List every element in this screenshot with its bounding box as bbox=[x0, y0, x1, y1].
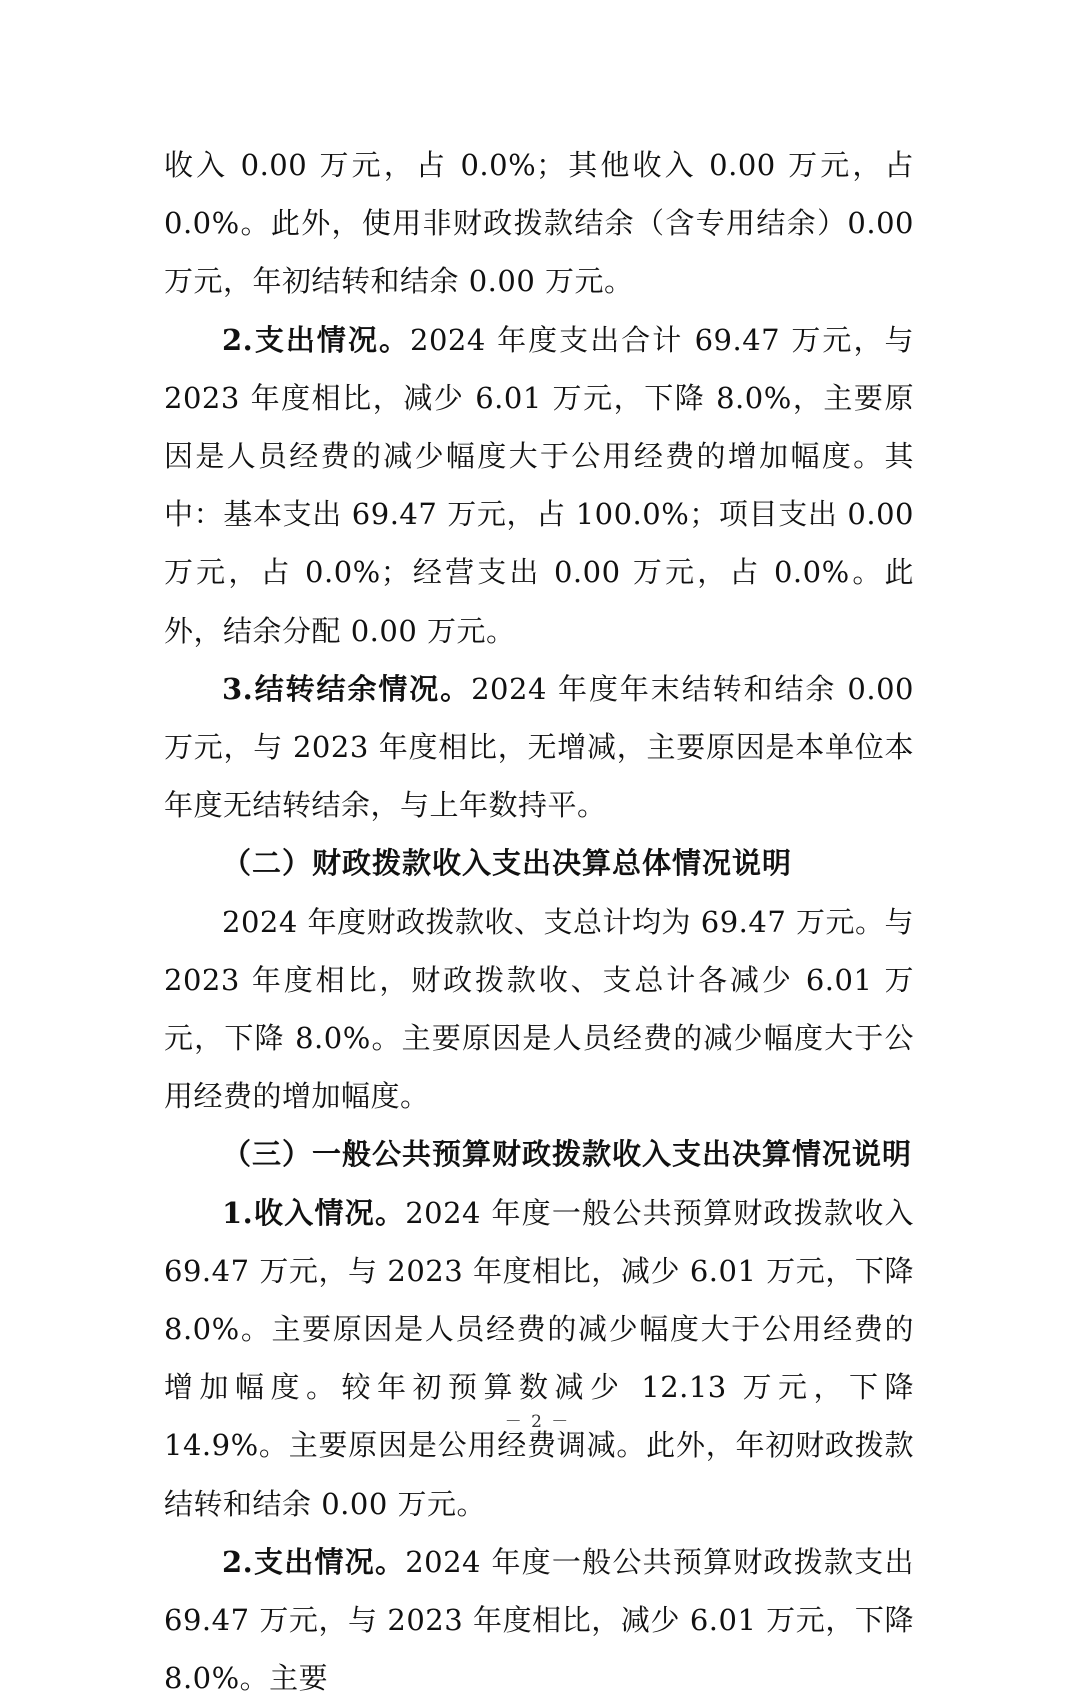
page-number: － 2 － bbox=[504, 1412, 571, 1432]
paragraph-text: 2024 年度年末结转和结余 0.00 万元，与 2023 年度相比，无增减，主要原因是本单位本年度无结转结余，与上年数持平。 bbox=[164, 671, 914, 823]
paragraph-lead: 2.支出情况。 bbox=[222, 322, 411, 357]
paragraph-expenditure bbox=[164, 311, 914, 660]
paragraph-income-continued bbox=[164, 136, 914, 311]
document-body bbox=[164, 136, 914, 1707]
paragraph-lead: 1.收入情况。 bbox=[222, 1195, 406, 1230]
section-heading-2: （二）财政拨款收入支出决算总体情况说明 bbox=[222, 846, 793, 881]
paragraph-text: 2024 年度财政拨款收、支总计均为 69.47 万元。与 2023 年度相比，财政拨款收、支总计各减少 6.01 万元，下降 8.0%。主要原因是人员经费的减少幅度大于公用经费的增加幅度。 bbox=[164, 904, 914, 1114]
paragraph-fiscal-total bbox=[164, 893, 914, 1126]
paragraph-text: 2024 年度支出合计 69.47 万元，与 2023 年度相比，减少 6.01 万元，下降 8.0%，主要原因是人员经费的减少幅度大于公用经费的增加幅度。其中：基本支出 69.47 万元，占 100.0%；项目支出 0.00 万元，占 0.0%；经营支出 0.00 万元，占 0.0%。此外，结余分配 0.00 万元。 bbox=[164, 322, 914, 648]
paragraph-general-income bbox=[164, 1184, 914, 1533]
paragraph-carryover bbox=[164, 660, 914, 835]
paragraph-text: 收入 0.00 万元，占 0.0%；其他收入 0.00 万元，占 0.0%。此外，使用非财政拨款结余（含专用结余）0.00 万元，年初结转和结余 0.00 万元。 bbox=[164, 148, 914, 299]
paragraph-lead: 2.支出情况。 bbox=[222, 1544, 406, 1579]
paragraph-text: 2024 年度一般公共预算财政拨款支出 69.47 万元，与 2023 年度相比，减少 6.01 万元，下降 8.0%。主要 bbox=[164, 1544, 914, 1696]
paragraph-general-expenditure bbox=[164, 1533, 914, 1707]
paragraph-text: 2024 年度一般公共预算财政拨款收入 69.47 万元，与 2023 年度相比，减少 6.01 万元，下降 8.0%。主要原因是人员经费的减少幅度大于公用经费的增加幅度。较年初预算数减少 12.13 万元，下降 14.9%。主要原因是公用经费调减。此外，年初财政拨款结转和结余 0.00 万元。 bbox=[164, 1195, 914, 1521]
section-heading-3: （三）一般公共预算财政拨款收入支出决算情况说明 bbox=[222, 1137, 913, 1172]
paragraph-lead: 3.结转结余情况。 bbox=[222, 671, 472, 706]
